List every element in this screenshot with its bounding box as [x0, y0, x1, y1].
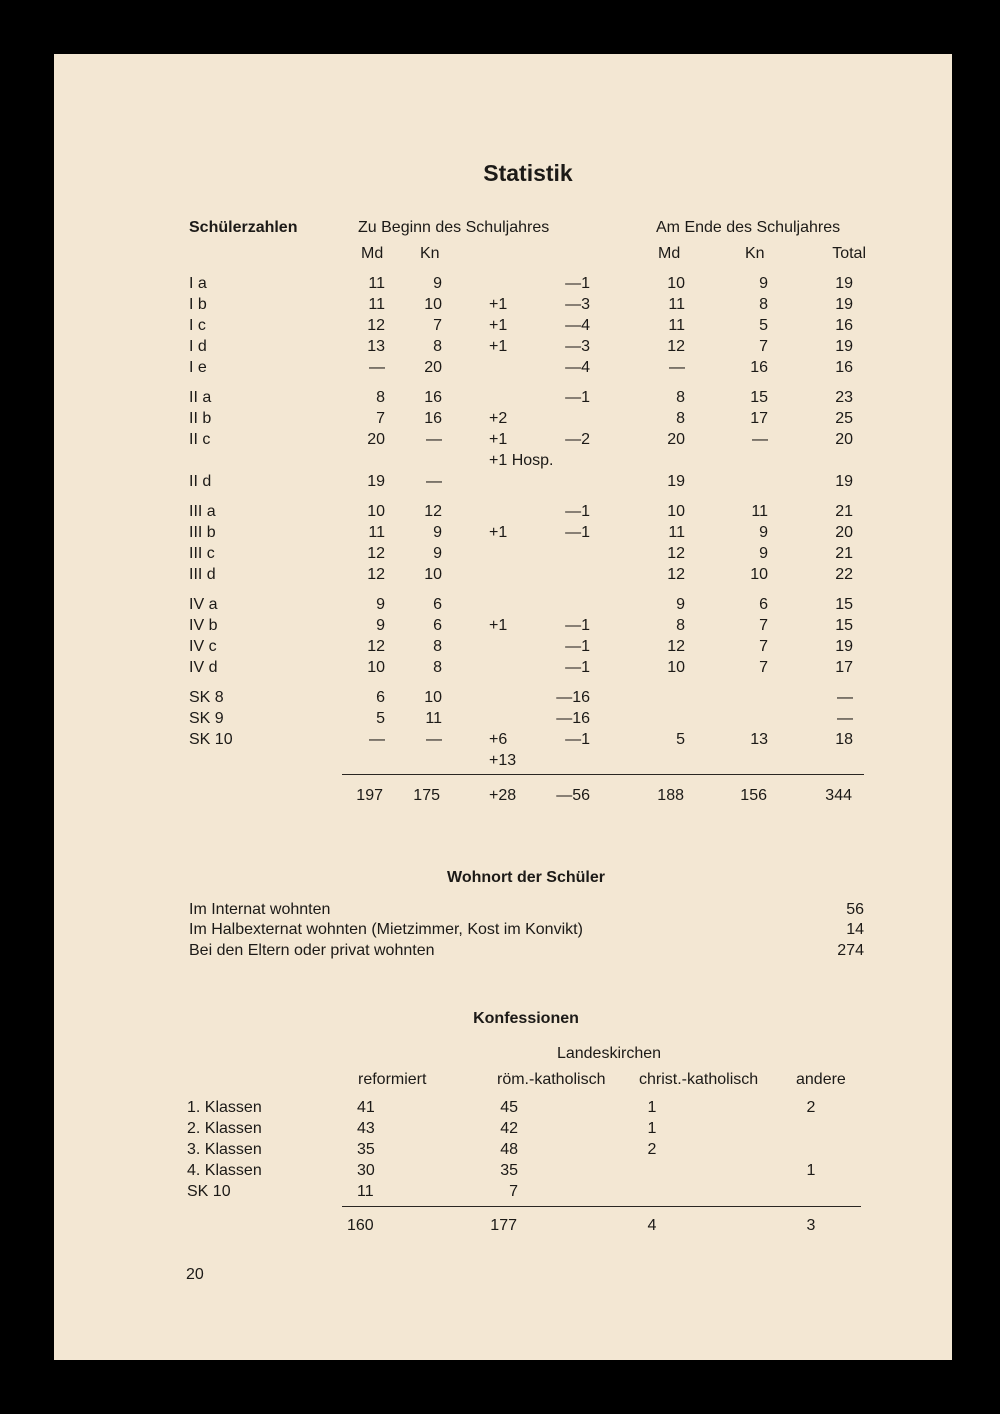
kn-begin-cell: —: [426, 731, 442, 748]
wohnort-heading: Wohnort der Schüler: [447, 869, 605, 886]
md-begin-cell: 13: [367, 338, 385, 355]
col-andere: andere: [796, 1071, 846, 1088]
md-begin-cell: 20: [367, 431, 385, 448]
minus-cell: —1: [565, 503, 590, 520]
reformiert-cell: 41: [357, 1099, 375, 1116]
class-label: I c: [189, 317, 206, 334]
class-label: III d: [189, 566, 216, 583]
md-begin-cell: 9: [376, 596, 385, 613]
plus-cell: +1: [489, 524, 508, 541]
total-cell: 21: [835, 545, 853, 562]
kn-begin-cell: 16: [424, 410, 442, 427]
total-cell: 18: [835, 731, 853, 748]
total-cell: 19: [835, 338, 853, 355]
reformiert-cell: 43: [357, 1120, 375, 1137]
col-christ-kath: christ.-katholisch: [639, 1071, 759, 1088]
plus-cell: +1: [489, 296, 508, 313]
konf-total-ck: 4: [647, 1217, 657, 1234]
kn-begin-cell: 6: [433, 617, 442, 634]
kn-begin-cell: 9: [433, 275, 442, 292]
total-kn-end: 156: [740, 787, 767, 804]
christ-kath-cell: 1: [647, 1120, 657, 1137]
kn-end-cell: 17: [750, 410, 768, 427]
total-cell: 19: [835, 638, 853, 655]
total-cell: 19: [835, 473, 853, 490]
kn-end-cell: 9: [759, 275, 768, 292]
col-md-end: Md: [658, 245, 681, 262]
kn-begin-cell: 7: [433, 317, 442, 334]
total-cell: 15: [835, 617, 853, 634]
kn-begin-cell: 16: [424, 389, 442, 406]
kn-end-cell: —: [752, 431, 768, 448]
col-roem-kath: röm.-katholisch: [497, 1071, 606, 1088]
total-cell: 15: [835, 596, 853, 613]
class-label: II d: [189, 473, 212, 490]
kn-begin-cell: —: [426, 431, 442, 448]
md-begin-cell: 12: [367, 317, 385, 334]
md-begin-cell: 10: [367, 659, 385, 676]
plus-cell: +1: [489, 317, 508, 334]
minus-cell: —2: [565, 431, 590, 448]
md-begin-cell: 9: [376, 617, 385, 634]
roem-kath-cell: 42: [500, 1120, 518, 1137]
kn-end-cell: 11: [751, 503, 768, 520]
class-label: III c: [189, 545, 215, 562]
total-md-end: 188: [657, 787, 684, 804]
class-label: I b: [189, 296, 207, 313]
md-end-cell: 11: [668, 524, 685, 541]
md-end-cell: 12: [667, 638, 685, 655]
kn-end-cell: 9: [759, 524, 768, 541]
kn-begin-cell: 8: [433, 659, 442, 676]
class-label: I d: [189, 338, 207, 355]
kn-end-cell: 6: [759, 596, 768, 613]
md-begin-cell: —: [369, 359, 385, 376]
class-label: II c: [189, 431, 211, 448]
class-label: III b: [189, 524, 216, 541]
document-page: [54, 54, 952, 1360]
md-begin-cell: 6: [376, 689, 385, 706]
wohnort-value: 14: [846, 921, 864, 938]
class-label: III a: [189, 503, 216, 520]
minus-cell: —1: [565, 731, 590, 748]
kn-end-cell: 9: [759, 545, 768, 562]
md-begin-cell: 19: [367, 473, 385, 490]
kn-begin-cell: 8: [433, 338, 442, 355]
total-cell: 20: [835, 431, 853, 448]
minus-cell: —3: [565, 296, 590, 313]
page-number: 20: [186, 1266, 204, 1283]
col-total: Total: [832, 245, 866, 262]
totals-divider: [342, 774, 864, 775]
roem-kath-cell: 48: [500, 1141, 518, 1158]
total-cell: —: [837, 689, 853, 706]
kn-begin-cell: 9: [433, 545, 442, 562]
christ-kath-cell: 1: [647, 1099, 657, 1116]
kn-end-cell: 5: [759, 317, 768, 334]
md-begin-cell: 12: [367, 566, 385, 583]
total-cell: 21: [835, 503, 853, 520]
christ-kath-cell: 2: [647, 1141, 657, 1158]
minus-cell: —3: [565, 338, 590, 355]
md-begin-cell: 5: [376, 710, 385, 727]
minus-cell: —1: [565, 275, 590, 292]
md-end-cell: 10: [667, 503, 685, 520]
schuelerzahlen-label: Schülerzahlen: [189, 219, 298, 236]
md-begin-cell: 11: [368, 296, 385, 313]
wohnort-label: Im Internat wohnten: [189, 901, 331, 918]
total-cell: —: [837, 710, 853, 727]
col-kn-begin: Kn: [420, 245, 440, 262]
header-end: Am Ende des Schuljahres: [656, 219, 841, 236]
total-cell: 22: [835, 566, 853, 583]
md-end-cell: 10: [667, 275, 685, 292]
md-begin-cell: 10: [367, 503, 385, 520]
plus-cell: +1: [489, 338, 508, 355]
md-begin-cell: 7: [376, 410, 385, 427]
minus-cell: —1: [565, 617, 590, 634]
kn-end-cell: 7: [759, 659, 768, 676]
md-end-cell: 19: [667, 473, 685, 490]
md-end-cell: 8: [676, 617, 685, 634]
total-cell: 25: [835, 410, 853, 427]
md-end-cell: 12: [667, 566, 685, 583]
md-end-cell: 12: [667, 545, 685, 562]
landeskirchen-header: Landeskirchen: [556, 1045, 662, 1062]
md-end-cell: 11: [668, 296, 685, 313]
md-end-cell: —: [669, 359, 685, 376]
col-kn-end: Kn: [745, 245, 765, 262]
total-plus: +28: [489, 787, 517, 804]
total-cell: 20: [835, 524, 853, 541]
minus-cell: —4: [565, 317, 590, 334]
konf-class-label: 3. Klassen: [187, 1141, 262, 1158]
minus-cell: —1: [565, 389, 590, 406]
konf-class-label: 4. Klassen: [187, 1162, 262, 1179]
class-label: IV a: [189, 596, 218, 613]
konf-class-label: 1. Klassen: [187, 1099, 262, 1116]
class-label: SK 9: [189, 710, 224, 727]
kn-begin-cell: 12: [424, 503, 442, 520]
total-cell: 16: [835, 359, 853, 376]
md-end-cell: 8: [676, 389, 685, 406]
kn-begin-cell: 20: [424, 359, 442, 376]
md-end-cell: 10: [667, 659, 685, 676]
roem-kath-cell: 35: [500, 1162, 518, 1179]
md-end-cell: 20: [667, 431, 685, 448]
kn-end-cell: 16: [750, 359, 768, 376]
md-end-cell: 11: [668, 317, 685, 334]
minus-cell: —16: [556, 689, 590, 706]
total-minus: —56: [556, 787, 590, 804]
kn-end-cell: 10: [750, 566, 768, 583]
kn-begin-cell: 10: [424, 296, 442, 313]
kn-end-cell: 13: [750, 731, 768, 748]
roem-kath-cell: 7: [509, 1183, 518, 1200]
konf-total-andere: 3: [806, 1217, 816, 1234]
col-md-begin: Md: [361, 245, 384, 262]
minus-cell: —4: [565, 359, 590, 376]
total-cell: 19: [835, 275, 853, 292]
total-total: 344: [825, 787, 852, 804]
wohnort-label: Im Halbexternat wohnten (Mietzimmer, Kost im Konvikt): [189, 921, 583, 938]
md-begin-cell: —: [369, 731, 385, 748]
total-md-begin: 197: [356, 787, 383, 804]
total-kn-begin: 175: [413, 787, 440, 804]
class-label: SK 8: [189, 689, 224, 706]
kn-begin-cell: —: [426, 473, 442, 490]
md-begin-cell: 12: [367, 638, 385, 655]
konf-class-label: SK 10: [187, 1183, 231, 1200]
kn-end-cell: 7: [759, 338, 768, 355]
konf-class-label: 2. Klassen: [187, 1120, 262, 1137]
wohnort-value: 274: [837, 942, 864, 959]
md-end-cell: 5: [676, 731, 685, 748]
col-reformiert: reformiert: [358, 1071, 427, 1088]
md-end-cell: 12: [667, 338, 685, 355]
kn-end-cell: 8: [759, 296, 768, 313]
wohnort-value: 56: [846, 901, 864, 918]
page-title: Statistik: [483, 160, 573, 186]
roem-kath-cell: 45: [500, 1099, 518, 1116]
md-begin-cell: 11: [368, 275, 385, 292]
header-begin: Zu Beginn des Schuljahres: [358, 219, 550, 236]
kn-begin-cell: 11: [425, 710, 442, 727]
kn-end-cell: 7: [759, 617, 768, 634]
reformiert-cell: 30: [357, 1162, 375, 1179]
total-cell: 19: [835, 296, 853, 313]
minus-cell: —1: [565, 659, 590, 676]
minus-cell: —16: [556, 710, 590, 727]
md-end-cell: 8: [676, 410, 685, 427]
class-label: IV d: [189, 659, 218, 676]
reformiert-cell: 11: [357, 1183, 374, 1200]
minus-cell: —1: [565, 524, 590, 541]
konf-total-ref: 160: [347, 1217, 374, 1234]
md-end-cell: 9: [676, 596, 685, 613]
class-label: II a: [189, 389, 212, 406]
class-label: IV c: [189, 638, 217, 655]
plus-cell: +1: [489, 431, 508, 448]
wohnort-label: Bei den Eltern oder privat wohnten: [189, 942, 435, 959]
konfessionen-heading: Konfessionen: [473, 1010, 579, 1027]
andere-cell: 1: [806, 1162, 816, 1179]
kn-begin-cell: 10: [424, 689, 442, 706]
plus-cell: +13: [489, 752, 517, 769]
minus-cell: —1: [565, 638, 590, 655]
kn-end-cell: 15: [750, 389, 768, 406]
total-cell: 17: [835, 659, 853, 676]
total-cell: 16: [835, 317, 853, 334]
kn-begin-cell: 9: [433, 524, 442, 541]
kn-begin-cell: 10: [424, 566, 442, 583]
total-cell: 23: [835, 389, 853, 406]
plus-cell: +1 Hosp.: [489, 452, 554, 469]
kn-begin-cell: 6: [433, 596, 442, 613]
class-label: II b: [189, 410, 212, 427]
class-label: IV b: [189, 617, 218, 634]
md-begin-cell: 8: [376, 389, 385, 406]
class-label: I e: [189, 359, 207, 376]
konf-totals-divider: [342, 1206, 861, 1207]
konf-total-rk: 177: [490, 1217, 517, 1234]
class-label: SK 10: [189, 731, 233, 748]
kn-begin-cell: 8: [433, 638, 442, 655]
plus-cell: +6: [489, 731, 508, 748]
md-begin-cell: 12: [367, 545, 385, 562]
plus-cell: +1: [489, 617, 508, 634]
plus-cell: +2: [489, 410, 508, 427]
reformiert-cell: 35: [357, 1141, 375, 1158]
andere-cell: 2: [806, 1099, 816, 1116]
kn-end-cell: 7: [759, 638, 768, 655]
md-begin-cell: 11: [368, 524, 385, 541]
class-label: I a: [189, 275, 207, 292]
